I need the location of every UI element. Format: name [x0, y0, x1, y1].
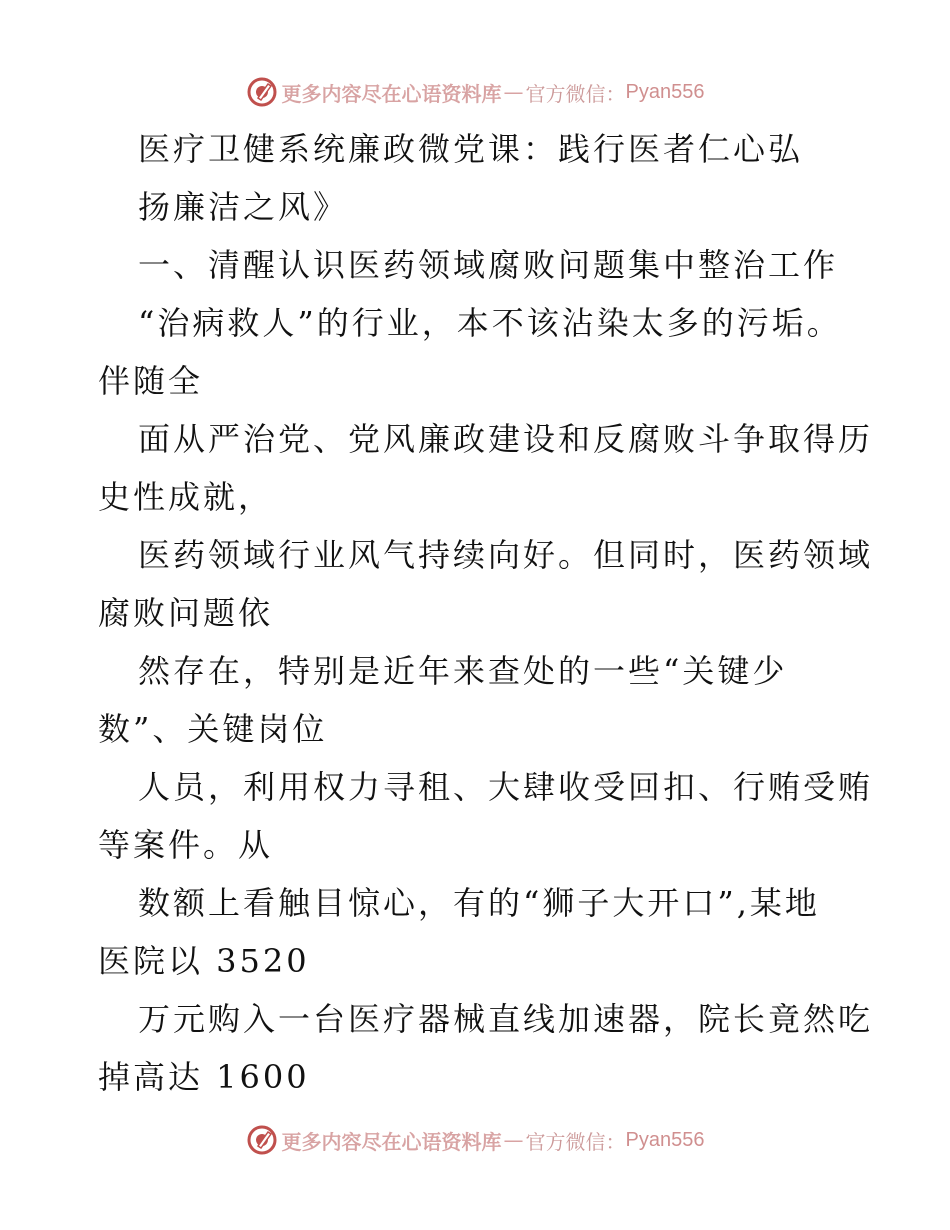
banner-wechat-id: Pyan556 [625, 1128, 705, 1151]
title-line-2: 扬廉洁之风》 [138, 188, 349, 226]
document-body [98, 120, 874, 1106]
paragraph-line: 万元购入一台医疗器械直线加速器，院长竟然吃 [138, 1000, 874, 1038]
banner-dash: — [503, 80, 524, 104]
header-banner [0, 72, 950, 112]
paragraph-line: 数”、关键岗位 [98, 710, 328, 748]
banner-dash: — [503, 1128, 524, 1152]
paragraph-line: 等案件。从 [98, 826, 274, 864]
paragraph-line: 医院以 3520 [98, 942, 310, 980]
paragraph-line: 人员，利用权力寻租、大肆收受回扣、行贿受贿 [138, 768, 874, 806]
logo-icon [246, 76, 278, 108]
title-line-1: 医疗卫健系统廉政微党课：践行医者仁心弘 [138, 130, 804, 168]
paragraph-line: 然存在，特别是近年来查处的一些“关键少 [138, 652, 788, 690]
banner-lead-text: 更多内容尽在心语资料库 [281, 81, 502, 106]
paragraph-line: 掉高达 1600 [98, 1058, 310, 1096]
paragraph-line: 史性成就， [98, 478, 274, 516]
paragraph-line: 医药领域行业风气持续向好。但同时，医药领域 [138, 536, 874, 574]
paragraph-line: 数额上看触目惊心，有的“狮子大开口”,某地 [138, 884, 820, 922]
paragraph-line: “治病救人”的行业，本不该沾染太多的污垢。 [138, 304, 842, 342]
banner-wechat-label: 官方微信： [525, 1129, 626, 1154]
footer-banner [0, 1120, 950, 1160]
paragraph-line: 腐败问题依 [98, 594, 274, 632]
paragraph-line: 伴随全 [98, 362, 204, 400]
section-heading: 一、清醒认识医药领域腐败问题集中整治工作 [138, 246, 839, 284]
paragraph-line: 面从严治党、党风廉政建设和反腐败斗争取得历 [138, 420, 874, 458]
banner-lead-text: 更多内容尽在心语资料库 [281, 1129, 502, 1154]
banner-wechat-id: Pyan556 [625, 80, 705, 103]
banner-wechat-label: 官方微信： [525, 81, 626, 106]
logo-icon [246, 1124, 278, 1156]
